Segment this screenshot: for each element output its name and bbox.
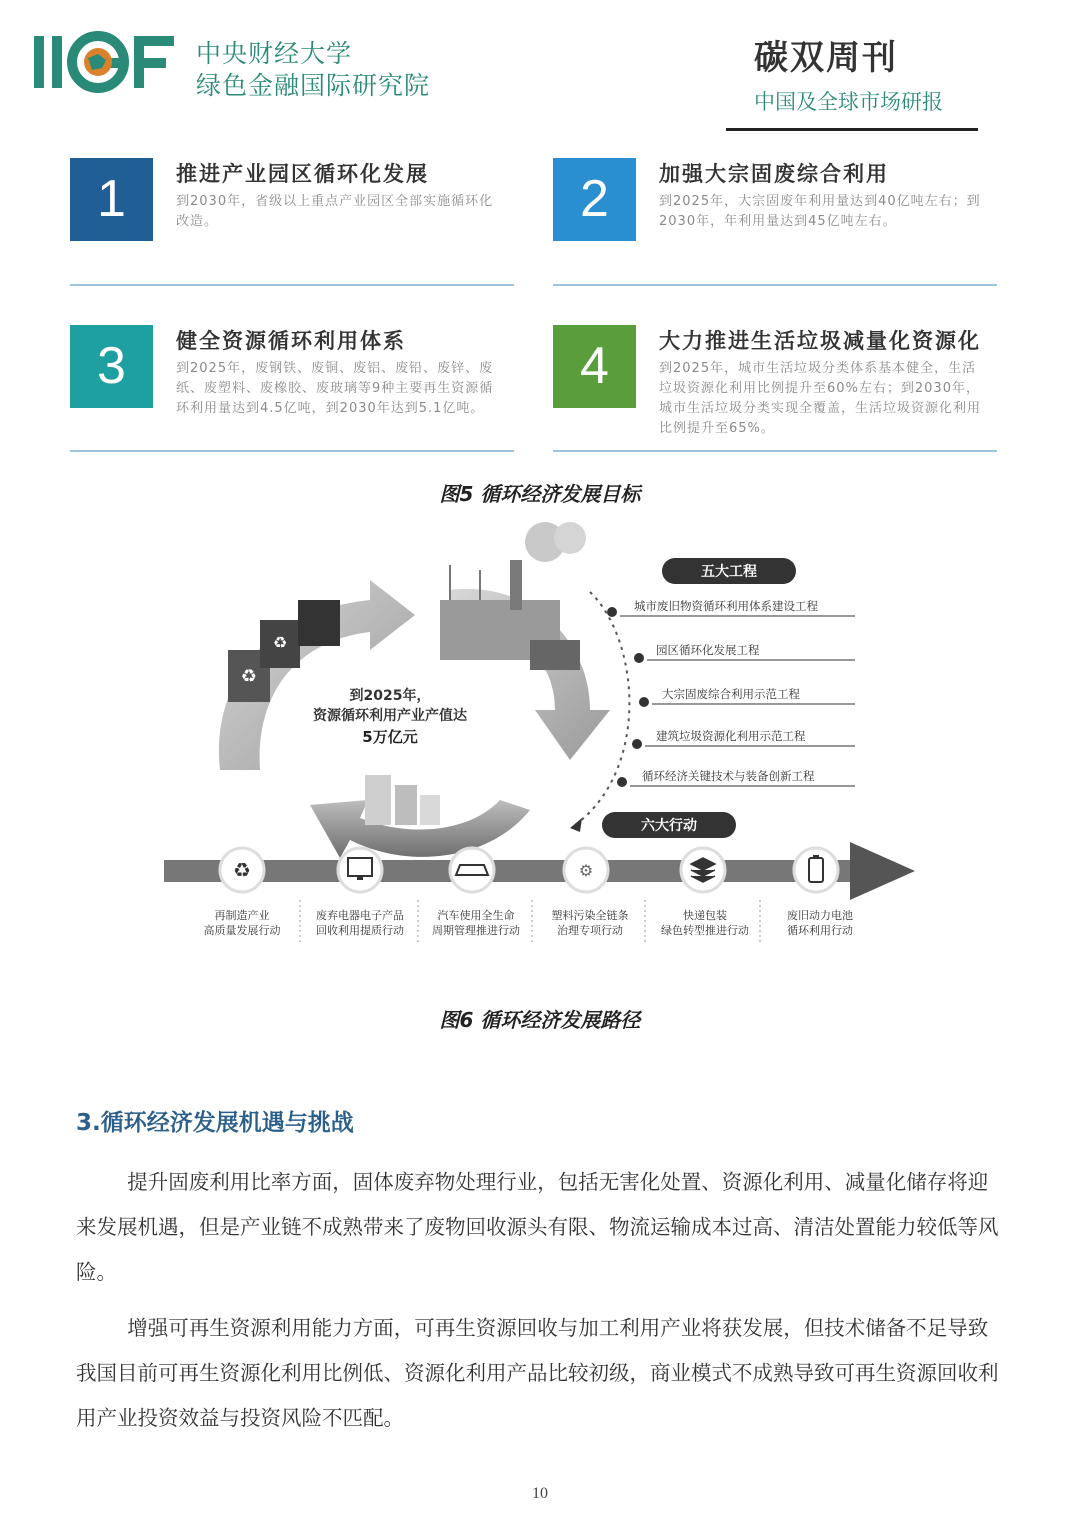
action-label-line1: 再制造产业 [214, 909, 270, 922]
gears-icon: ⚙ [578, 861, 594, 880]
goal-description: 到2025年，废钢铁、废铜、废铝、废铅、废锌、废纸、废塑料、废橡胶、废玻璃等9种主要再生资源循环利用量达到4.5亿吨，到2030年达到5.1亿吨。 [176, 361, 494, 416]
action-label-line1: 塑料污染全链条 [551, 909, 629, 922]
action-label-line1: 废旧动力电池 [787, 909, 853, 922]
action-node-1 [220, 848, 264, 892]
body-paragraph-2: 增强可再生资源利用能力方面，可再生资源回收与加工利用产业将获发展，但技术储备不足导致我国目前可再生资源化利用比例低、资源化利用产品比较初级，商业模式不成熟导致可再生资源回收利用产业投资效益与投资风险不匹配。 [76, 1316, 999, 1430]
recycle-icon: ♻ [233, 858, 251, 882]
publication-subtitle: 中国及全球市场研报 [754, 90, 943, 114]
body-paragraph-1: 提升固废利用比率方面，固体废弃物处理行业，包括无害化处置、资源化利用、减量化储存将迎来发展机遇，但是产业链不成熟带来了废物回收源头有限、物流运输成本过高、清洁处置能力较低等风险。 [76, 1170, 999, 1284]
goal-card-3 [70, 325, 520, 447]
goal-divider [553, 284, 997, 286]
pathway-illustration [150, 520, 930, 960]
action-label-line2: 周期管理推进行动 [432, 924, 520, 937]
action-label-line2: 治理专项行动 [557, 924, 623, 937]
goal-divider [70, 284, 514, 286]
timeline-bar [164, 860, 854, 882]
project-label: 大宗固废综合利用示范工程 [662, 687, 800, 701]
goal-description: 到2025年，城市生活垃圾分类体系基本健全，生活垃圾资源化利用比例提升至60%左右；到2030年，城市生活垃圾分类实现全覆盖，生活垃圾资源化利用比例提升至65%。 [659, 361, 982, 436]
action-node-5 [681, 848, 725, 892]
goal-title: 加强大宗固废综合利用 [659, 162, 889, 186]
action-node-4 [564, 848, 608, 892]
goal-title: 大力推进生活垃圾减量化资源化 [659, 329, 981, 353]
goal-title: 健全资源循环利用体系 [176, 329, 406, 353]
action-label-line1: 汽车使用全生命 [437, 909, 515, 922]
project-label: 循环经济关键技术与装备创新工程 [642, 769, 815, 783]
page-number: 10 [532, 1485, 548, 1502]
goal-description: 到2030年，省级以上重点产业园区全部实施循环化改造。 [176, 194, 494, 229]
layers-icon [691, 858, 715, 882]
iigf-logo-icon [34, 30, 184, 94]
institution-name-line2: 绿色金融国际研究院 [196, 71, 431, 100]
recycled-products-icon [365, 775, 440, 825]
five-project-item-2 [634, 643, 855, 663]
action-node-3 [450, 848, 494, 892]
action-label-line2: 循环利用行动 [787, 924, 853, 937]
action-node-6 [794, 848, 838, 892]
action-label-line2: 绿色转型推进行动 [661, 924, 749, 937]
six-actions-label: 六大行动 [641, 818, 697, 834]
institution-name-line1: 中央财经大学 [196, 39, 353, 68]
action-label-line2: 高质量发展行动 [203, 924, 281, 937]
goal-number-badge: 3 [70, 325, 153, 408]
five-project-item-1 [607, 599, 855, 617]
goal-number-badge: 4 [553, 325, 636, 408]
timeline-arrowhead [850, 842, 915, 900]
goal-divider [70, 450, 514, 452]
institution-logo [34, 30, 454, 100]
goal-number-badge: 2 [553, 158, 636, 241]
svg-text:♻: ♻ [272, 633, 288, 652]
svg-text:♻: ♻ [240, 666, 258, 687]
five-project-item-4 [632, 729, 855, 749]
five-project-item-5 [617, 769, 855, 787]
center-text-line1: 到2025年， [349, 688, 431, 704]
goal-description: 到2025年，大宗固废年利用量达到40亿吨左右；到2030年，年利用量达到45亿吨左右。 [659, 194, 981, 229]
flow-arrowhead [570, 818, 582, 832]
five-projects-label: 五大工程 [701, 564, 757, 580]
circular-economy-pathway-diagram [150, 520, 930, 960]
project-label: 城市废旧物资循环利用体系建设工程 [634, 599, 818, 613]
figure-5-caption: 图5 循环经济发展目标 [439, 482, 641, 506]
project-label: 园区循环化发展工程 [656, 643, 760, 657]
goal-card-2 [553, 158, 1003, 280]
goal-number-badge: 1 [70, 158, 153, 241]
action-label-line1: 废弃电器电子产品 [316, 909, 404, 922]
center-text-line3: 5万亿元 [362, 728, 418, 746]
header-divider [726, 128, 978, 131]
publication-title: 碳双周刊 [754, 38, 898, 78]
recycle-bins-icon [228, 600, 340, 702]
goal-title: 推进产业园区循环化发展 [176, 162, 429, 186]
goal-card-1 [70, 158, 520, 280]
five-project-item-3 [639, 687, 855, 707]
goal-card-4 [553, 325, 1003, 447]
action-node-2 [338, 848, 382, 892]
figure-6-caption: 图6 循环经济发展路径 [439, 1008, 641, 1032]
goal-divider [553, 450, 997, 452]
action-label-line2: 回收利用提质行动 [316, 924, 404, 937]
center-text-line2: 资源循环利用产业产值达 [313, 708, 467, 724]
section-heading: 3.循环经济发展机遇与挑战 [76, 1110, 354, 1136]
action-label-line1: 快递包装 [683, 909, 727, 922]
project-label: 建筑垃圾资源化利用示范工程 [656, 729, 806, 743]
